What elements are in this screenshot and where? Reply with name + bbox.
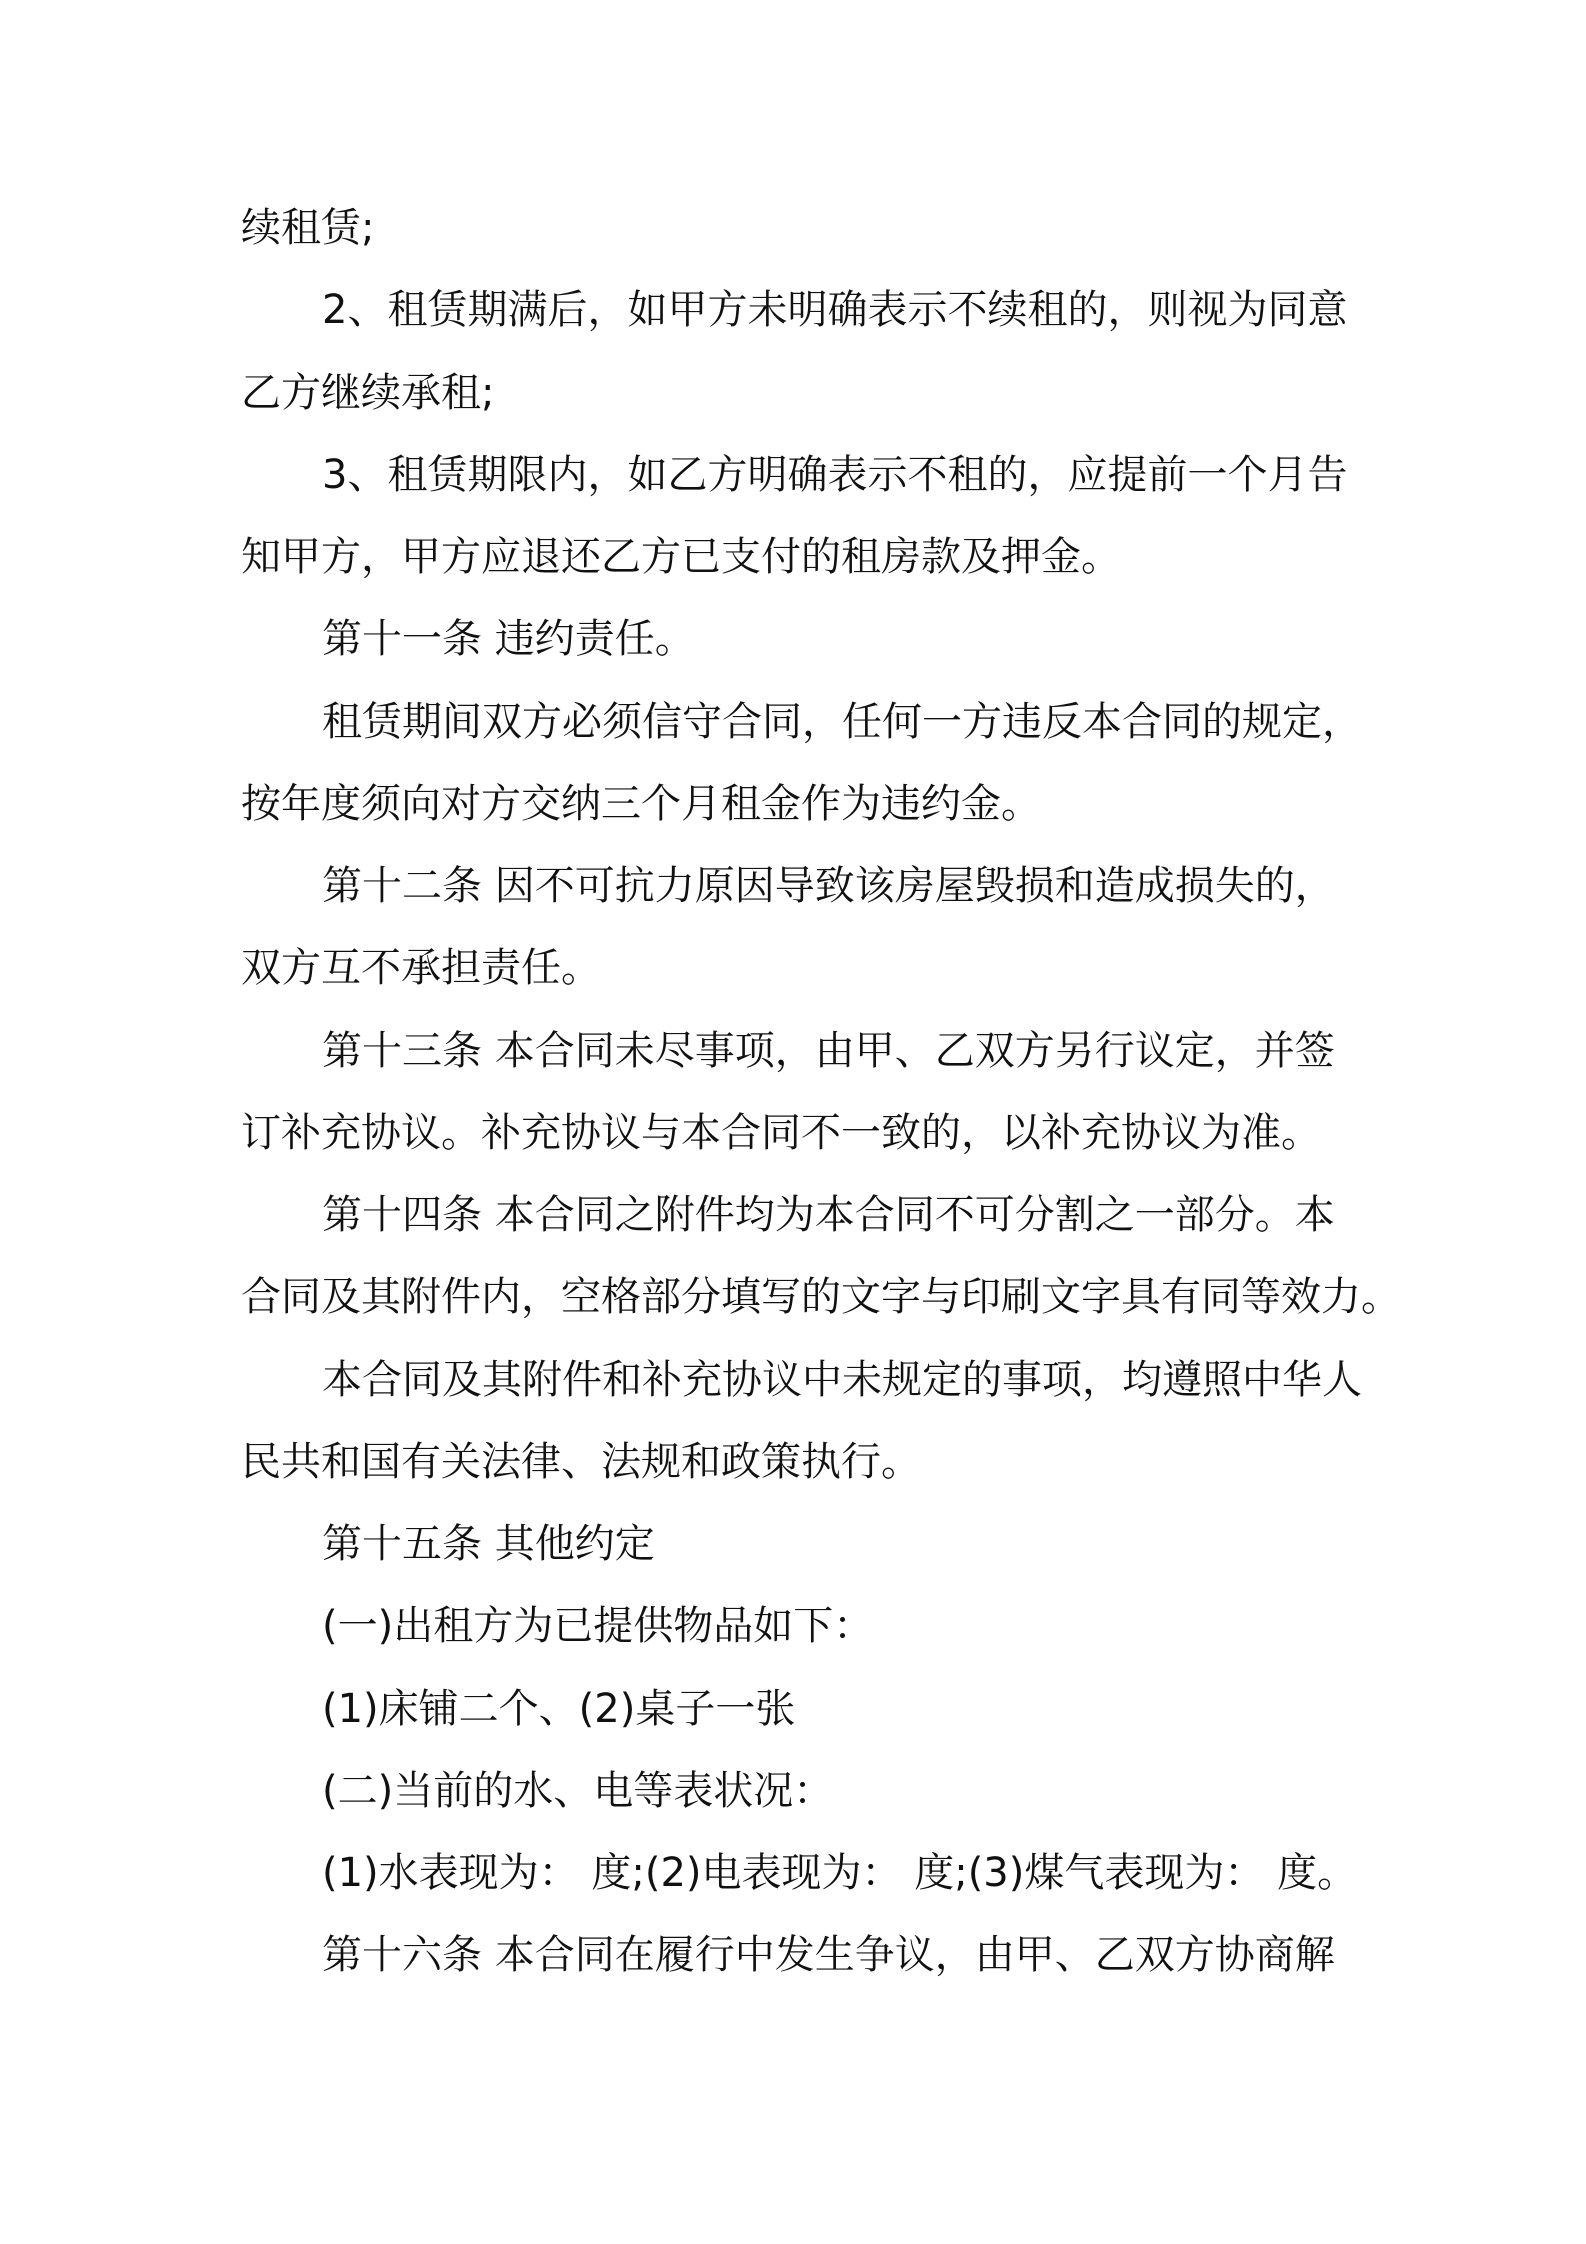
text-line: 2、租赁期满后，如甲方未明确表示不续租的，则视为同意	[322, 287, 1348, 333]
text-line: (一)出租方为已提供物品如下：	[322, 1603, 874, 1649]
text-line: 租赁期间双方必须信守合同，任何一方违反本合同的规定，	[322, 699, 1362, 745]
text-line: 第十四条 本合同之附件均为本合同不可分割之一部分。本	[322, 1192, 1335, 1238]
text-line: 本合同及其附件和补充协议中未规定的事项，均遵照中华人	[322, 1357, 1362, 1403]
text-line: 按年度须向对方交纳三个月租金作为违约金。	[241, 781, 1041, 827]
text-line: (二)当前的水、电等表状况：	[322, 1768, 834, 1814]
text-line: 双方互不承担责任。	[241, 945, 601, 991]
text-line: 续租赁;	[241, 205, 375, 251]
text-line: 订补充协议。补充协议与本合同不一致的，以补充协议为准。	[241, 1110, 1321, 1156]
text-line: 合同及其附件内，空格部分填写的文字与印刷文字具有同等效力。	[241, 1274, 1401, 1320]
article-heading: 第十一条 违约责任。	[322, 616, 695, 662]
text-line: 3、租赁期限内，如乙方明确表示不租的，应提前一个月告	[322, 452, 1348, 498]
text-line: (1)床铺二个、(2)桌子一张	[322, 1686, 796, 1732]
text-line: 第十六条 本合同在履行中发生争议，由甲、乙双方协商解	[322, 1932, 1335, 1978]
text-line: 乙方继续承租;	[241, 370, 495, 416]
text-line: 第十三条 本合同未尽事项，由甲、乙双方另行议定，并签	[322, 1028, 1335, 1074]
text-line: 第十二条 因不可抗力原因导致该房屋毁损和造成损失的，	[322, 863, 1335, 909]
text-line: (1)水表现为： 度;(2)电表现为： 度;(3)煤气表现为： 度。	[322, 1850, 1358, 1896]
text-line: 民共和国有关法律、法规和政策执行。	[241, 1439, 921, 1485]
article-heading: 第十五条 其他约定	[322, 1521, 655, 1567]
text-line: 知甲方，甲方应退还乙方已支付的租房款及押金。	[241, 534, 1121, 580]
